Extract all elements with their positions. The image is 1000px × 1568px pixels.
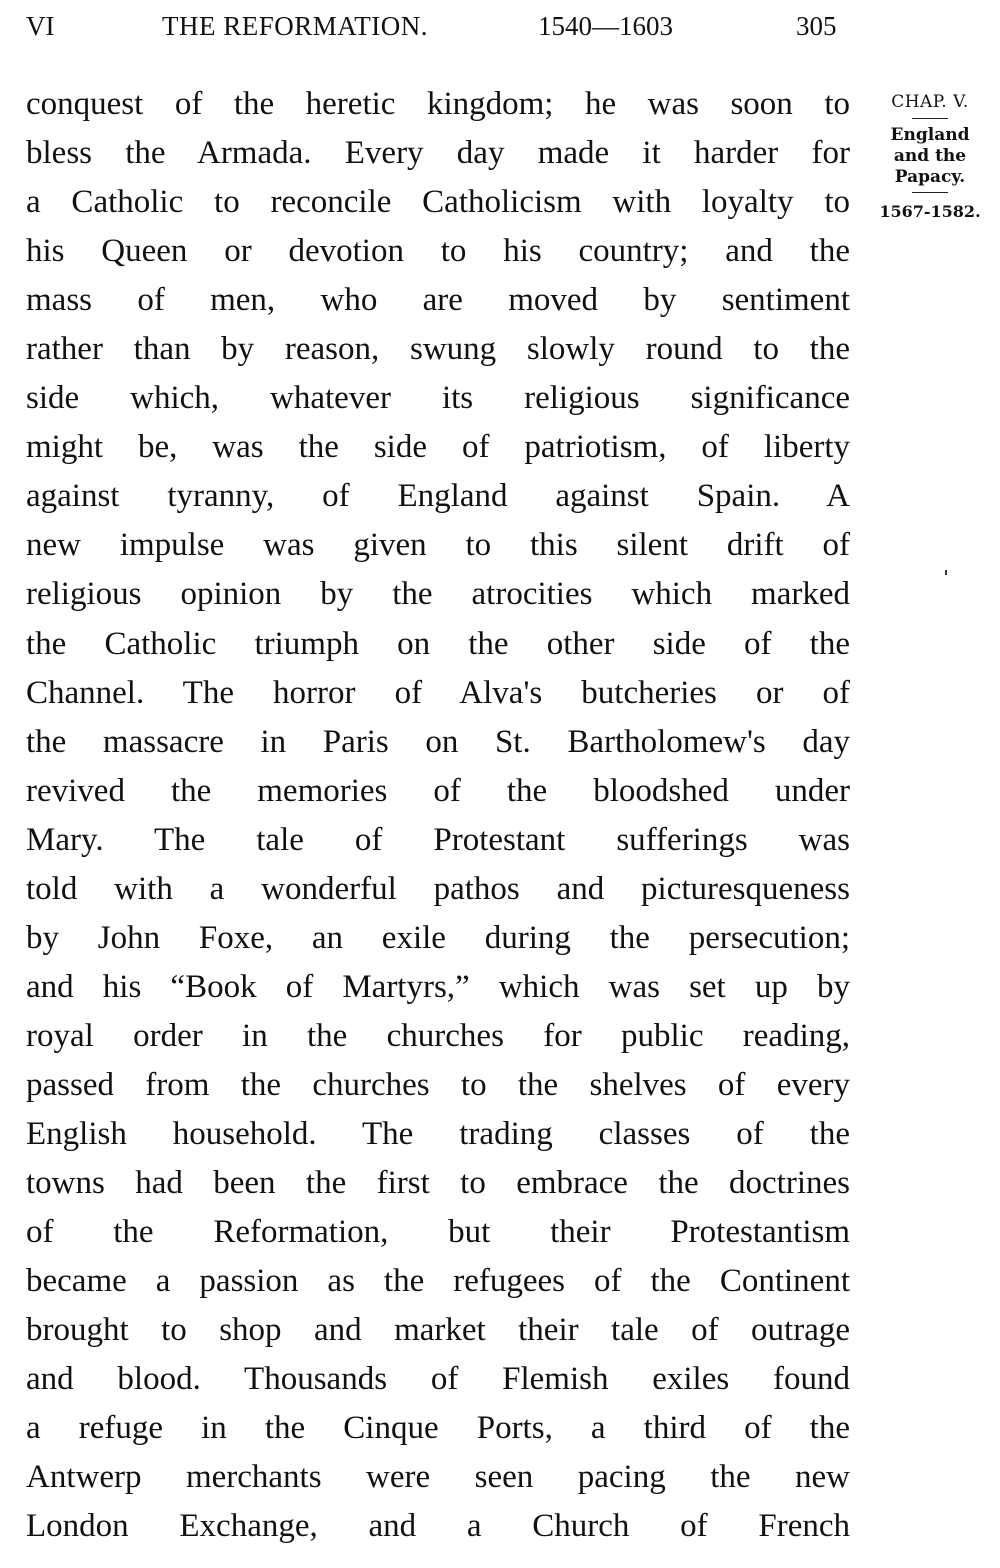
- print-speck: [945, 570, 947, 575]
- sidenote-divider: [912, 192, 948, 193]
- text-line: Channel. The horror of Alva's butcheries or of: [26, 674, 850, 711]
- text-line: passed from the churches to the shelves of every: [26, 1066, 850, 1103]
- text-line: bless the Armada. Every day made it harder for: [26, 135, 850, 172]
- text-line: and blood. Thousands of Flemish exiles found: [26, 1361, 850, 1398]
- text-line: royal order in the churches for public reading,: [26, 1017, 850, 1054]
- margin-sidenote: [870, 90, 990, 223]
- text-line: religious opinion by the atrocities which marked: [26, 576, 850, 613]
- text-line: Antwerp merchants were seen pacing the new: [26, 1459, 850, 1496]
- header-book-title: THE REFORMATION.: [162, 11, 429, 41]
- text-line: might be, was the side of patriotism, of liberty: [26, 429, 850, 466]
- running-header: [0, 6, 1000, 46]
- sidenote-topic-line: and the: [893, 146, 967, 166]
- body-text: [26, 80, 850, 1551]
- text-line: mass of men, who are moved by sentiment: [26, 282, 850, 319]
- header-date-range: 1540—1603: [538, 11, 673, 41]
- text-line: rather than by reason, swung slowly round to the: [26, 331, 850, 368]
- text-line: of the Reformation, but their Protestantism: [26, 1214, 850, 1251]
- text-line: side which, whatever its religious significance: [26, 380, 850, 417]
- sidenote-topic-line: England: [890, 125, 970, 145]
- text-line: London Exchange, and a Church of French: [26, 1508, 850, 1545]
- text-line: a Catholic to reconcile Catholicism with loyalty to: [26, 184, 850, 221]
- text-line: a refuge in the Cinque Ports, a third of the: [26, 1410, 850, 1447]
- text-line: the massacre in Paris on St. Bartholomew's day: [26, 723, 850, 760]
- text-line: new impulse was given to this silent drift of: [26, 527, 850, 564]
- text-line: by John Foxe, an exile during the persecution;: [26, 919, 850, 956]
- sidenote-chapter: CHAP. V.: [891, 92, 969, 112]
- text-line: and his “Book of Martyrs,” which was set up by: [26, 968, 850, 1005]
- header-section-number: VI: [26, 11, 55, 41]
- text-line: brought to shop and market their tale of outrage: [26, 1312, 850, 1349]
- sidenote-divider: [912, 118, 948, 119]
- text-line: conquest of the heretic kingdom; he was soon to: [26, 86, 850, 122]
- text-line: towns had been the first to embrace the doctrines: [26, 1165, 850, 1202]
- text-line: English household. The trading classes of the: [26, 1115, 850, 1152]
- sidenote-years: 1567-1582.: [879, 202, 981, 221]
- sidenote-topic-line: Papacy.: [894, 167, 966, 187]
- text-line: told with a wonderful pathos and picturesqueness: [26, 870, 850, 907]
- text-line: the Catholic triumph on the other side of the: [26, 625, 850, 662]
- text-line: Mary. The tale of Protestant sufferings was: [26, 821, 850, 858]
- text-line: revived the memories of the bloodshed under: [26, 772, 850, 809]
- text-line: became a passion as the refugees of the Continent: [26, 1263, 850, 1300]
- text-line: his Queen or devotion to his country; and the: [26, 233, 850, 270]
- header-page-number: 305: [796, 11, 837, 41]
- text-line: against tyranny, of England against Spain. A: [26, 478, 850, 515]
